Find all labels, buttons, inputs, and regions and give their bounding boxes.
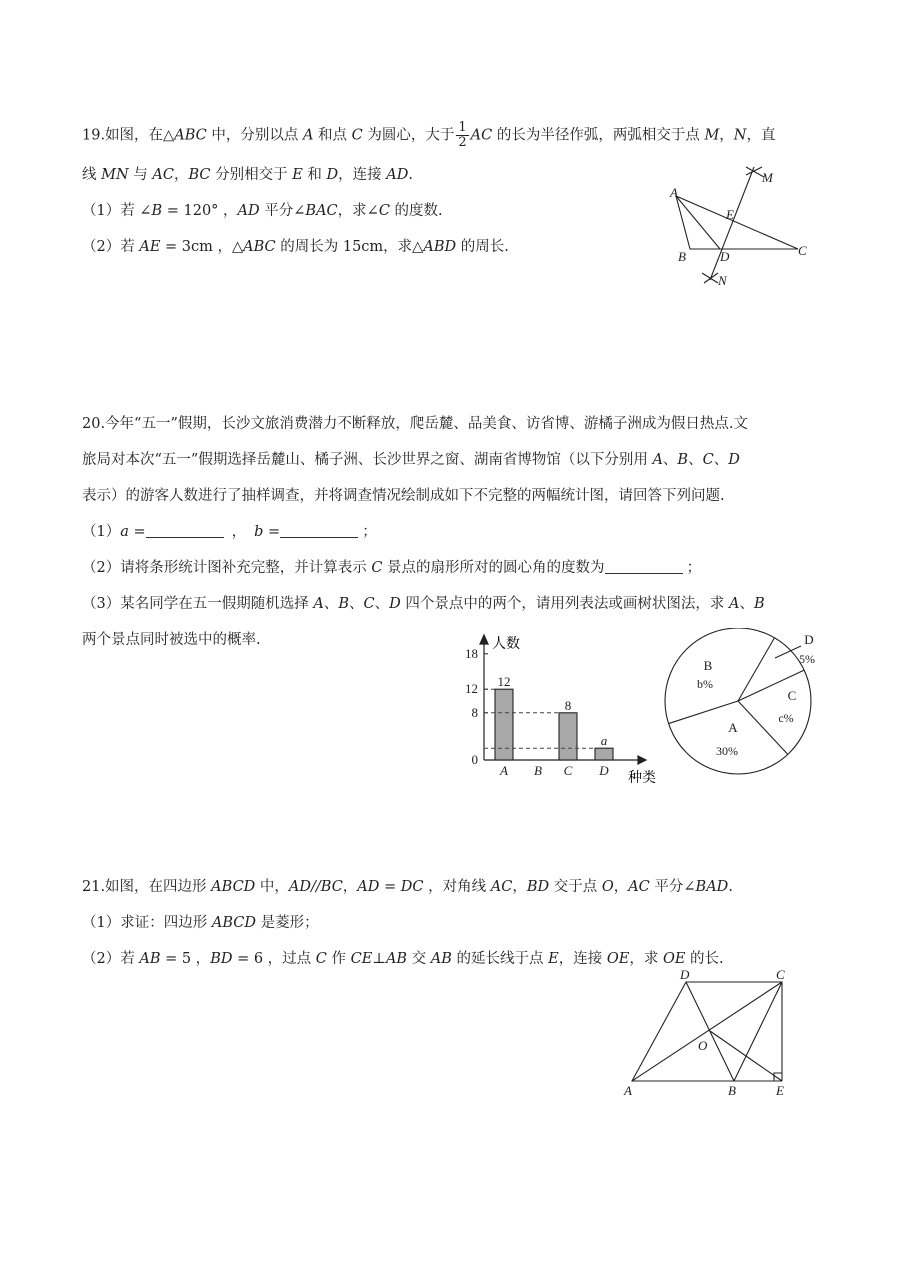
text: AB xyxy=(430,951,452,967)
text: 、 xyxy=(713,452,729,468)
q20-line-2 xyxy=(82,449,740,471)
point-label-a: A xyxy=(670,185,678,200)
text: 的长为半径作弧，两弧相交于点 xyxy=(492,127,705,144)
text: 表示）的游客人数进行了抽样调查，并将调查情况绘制成如下不完整的两幅统计图，请回答下列问题. xyxy=(82,488,725,504)
bar-data-label: 12 xyxy=(497,674,511,690)
x-axis-label: 种类 xyxy=(628,770,656,786)
text: ， xyxy=(173,167,189,183)
y-tick-label: 8 xyxy=(471,704,478,720)
q21-line-1 xyxy=(82,876,733,898)
point-label-d: D xyxy=(720,249,730,264)
pie-chart xyxy=(655,628,835,788)
q21-sub-1 xyxy=(82,912,319,934)
point-label-a: A xyxy=(624,1083,632,1098)
text: C xyxy=(702,452,714,468)
text: 交 xyxy=(407,951,431,967)
text: B xyxy=(338,596,349,612)
text: D xyxy=(728,452,740,468)
q19-sub-1 xyxy=(82,200,443,222)
point-label-n: N xyxy=(718,273,727,288)
y-tick-label: 0 xyxy=(471,752,478,767)
q20-line-4 xyxy=(82,629,261,651)
text: OE xyxy=(606,951,630,967)
text: 、 xyxy=(323,596,339,612)
text: 、 xyxy=(662,452,678,468)
text: D xyxy=(389,596,401,612)
text: BD xyxy=(526,879,550,895)
y-tick-label: 18 xyxy=(465,645,478,661)
text: ，求∠ xyxy=(337,203,379,219)
text: 的长. xyxy=(685,951,724,967)
text: （2）若 xyxy=(82,951,140,967)
text: AC xyxy=(470,127,493,144)
answer-blank-angle[interactable] xyxy=(605,559,683,574)
text: E xyxy=(548,951,559,967)
text: C xyxy=(378,203,390,219)
text: 的周长为 15cm，求△ xyxy=(275,239,424,255)
arc-mark-n xyxy=(702,273,718,283)
x-axis-arrow xyxy=(638,756,646,764)
text: = 120° ， xyxy=(162,203,238,219)
pie-slice-value: 5% xyxy=(799,652,815,666)
text: ，连接 xyxy=(338,167,387,183)
text: A xyxy=(728,596,740,612)
point-label-d: D xyxy=(680,968,690,982)
text: 线 xyxy=(82,167,102,183)
text: C xyxy=(363,596,375,612)
answer-blank-b[interactable] xyxy=(280,523,358,538)
text: 是菱形； xyxy=(255,915,319,931)
point-label-c: C xyxy=(776,968,785,982)
pie-slice-label: A xyxy=(728,720,738,735)
q19-sub-2 xyxy=(82,236,509,258)
text: CE xyxy=(350,951,373,967)
text: = xyxy=(263,524,281,540)
text: 平分∠ xyxy=(259,203,306,219)
text: DC xyxy=(400,879,424,895)
text: AC xyxy=(152,167,174,183)
text: A xyxy=(302,127,314,144)
answer-blank-a[interactable] xyxy=(146,523,224,538)
fraction-numerator: 1 xyxy=(458,120,467,135)
text: ， xyxy=(342,879,358,895)
text: A xyxy=(652,452,663,468)
text: C xyxy=(371,560,383,576)
pie-slice-label: D xyxy=(804,632,814,647)
text: 的延长线于点 xyxy=(451,951,549,967)
text: 、 xyxy=(739,596,754,612)
text: （2）若 xyxy=(82,239,140,255)
text: ， xyxy=(231,524,247,540)
point-label-e: E xyxy=(726,207,734,222)
text: 分别相交于 xyxy=(210,167,293,183)
bar-C xyxy=(559,713,577,760)
text: AC xyxy=(490,879,513,895)
text: C xyxy=(351,127,363,144)
text: O xyxy=(601,879,614,895)
x-tick-label: D xyxy=(599,763,609,778)
bar-D xyxy=(595,748,613,760)
text: 平分∠ xyxy=(649,879,696,895)
x-tick-label: A xyxy=(500,763,508,778)
q20-line-3 xyxy=(82,485,725,507)
q21-sub-2 xyxy=(82,948,724,970)
text: ； xyxy=(362,524,377,540)
text: ； xyxy=(686,560,702,576)
text: = 3cm ，△ xyxy=(160,239,244,255)
text: . xyxy=(408,167,413,183)
point-label-e: E xyxy=(776,1083,784,1098)
x-tick-label: C xyxy=(563,763,573,778)
text: N xyxy=(733,127,747,144)
text: 和 xyxy=(302,167,327,183)
text: 为圆心，大于 xyxy=(362,127,455,144)
text: E xyxy=(292,167,303,183)
text: B xyxy=(677,452,689,468)
text: B xyxy=(753,596,765,612)
point-label-b: B xyxy=(728,1083,736,1098)
text: ABC xyxy=(174,127,207,144)
text: OE xyxy=(662,951,686,967)
text: ，连接 xyxy=(558,951,607,967)
pie-slice-value: 30% xyxy=(716,744,738,758)
text: 21.如图，在四边形 xyxy=(82,879,212,895)
text: ABD xyxy=(423,239,457,255)
text: D xyxy=(326,167,339,183)
point-label-m: M xyxy=(762,170,773,185)
text: 与 xyxy=(128,167,153,183)
text: （1）若 ∠ xyxy=(82,203,152,219)
y-axis-label: 人数 xyxy=(492,636,520,652)
text: 19.如图，在△ xyxy=(82,127,175,144)
text: AD xyxy=(357,879,380,895)
q19-line-1 xyxy=(82,121,775,150)
text: . xyxy=(728,879,733,895)
y-axis-arrow xyxy=(480,635,488,644)
text: BAC xyxy=(305,203,338,219)
bar-data-label: a xyxy=(600,733,608,749)
pie-slice-label: B xyxy=(703,658,713,673)
q20-sub-2 xyxy=(82,557,701,579)
text: 和点 xyxy=(313,127,352,144)
y-tick-label: 12 xyxy=(465,681,478,697)
text: a xyxy=(120,524,129,540)
fraction-one-half xyxy=(456,121,468,150)
pie-slice-value: b% xyxy=(697,677,713,691)
text: AD//BC xyxy=(288,879,343,895)
text: C xyxy=(315,951,327,967)
diagonal-ac xyxy=(632,982,782,1081)
text: 景点的扇形所对的圆心角的度数为 xyxy=(382,560,605,576)
point-label-c: C xyxy=(798,243,807,258)
text: 四个景点中的两个，请用列表法或画树状图法，求 xyxy=(400,596,729,612)
text: AB xyxy=(139,951,161,967)
text: 交于点 xyxy=(549,879,602,895)
text: ABC xyxy=(243,239,276,255)
text: AB xyxy=(385,951,408,967)
x-tick-label: B xyxy=(534,763,542,778)
text: AE xyxy=(139,239,161,255)
q19-triangle-figure xyxy=(660,155,820,290)
text: （3）某名同学在五一假期随机选择 xyxy=(82,596,314,612)
text: ， xyxy=(613,879,629,895)
line-mn xyxy=(710,167,754,280)
q20-line-1 xyxy=(82,413,748,435)
text: = 5 ， xyxy=(160,951,211,967)
segment-oe xyxy=(710,1031,782,1081)
triangle-abc xyxy=(676,196,798,249)
q20-sub-1 xyxy=(82,521,377,543)
text: 的周长. xyxy=(456,239,509,255)
bar-A xyxy=(495,689,513,760)
q21-rhombus-figure xyxy=(618,968,803,1100)
text: 两个景点同时被选中的概率. xyxy=(82,632,261,648)
text: 、 xyxy=(374,596,390,612)
pie-slice-value: c% xyxy=(778,711,794,725)
text: （2）请将条形统计图补充完整，并计算表示 xyxy=(82,560,372,576)
text: MN xyxy=(101,167,129,183)
bar-chart xyxy=(448,632,670,792)
q20-sub-3 xyxy=(82,593,765,615)
text: BAD xyxy=(695,879,729,895)
text: = 6 ，过点 xyxy=(232,951,316,967)
text: ， xyxy=(512,879,527,895)
q19-line-2 xyxy=(82,164,413,186)
text: （1） xyxy=(82,524,121,540)
text: 20.今年“五一”假期，长沙文旅消费潜力不断释放，爬岳麓、品美食、访省博、游橘子洲成为假日热点.文 xyxy=(82,416,748,432)
text: b xyxy=(254,524,264,540)
text: ，对角线 xyxy=(423,879,491,895)
text: （1）求证：四边形 xyxy=(82,915,212,931)
text: ，求 xyxy=(629,951,663,967)
text: AD xyxy=(237,203,260,219)
text: BC xyxy=(188,167,211,183)
text: 、 xyxy=(688,452,703,468)
text: 旅局对本次“五一”假期选择岳麓山、橘子洲、长沙世界之窗、湖南省博物馆（以下分别用 xyxy=(82,452,653,468)
text: A xyxy=(313,596,324,612)
text: B xyxy=(151,203,163,219)
text: ⊥ xyxy=(372,951,386,967)
text: 的度数. xyxy=(389,203,443,219)
text: = xyxy=(379,879,401,895)
text: 中， xyxy=(255,879,289,895)
text: = xyxy=(128,524,146,540)
text: 、 xyxy=(348,596,364,612)
text: AD xyxy=(386,167,409,183)
point-label-b: B xyxy=(678,249,686,264)
fraction-denominator: 2 xyxy=(458,135,467,150)
text: M xyxy=(704,127,720,144)
text: BD xyxy=(210,951,233,967)
text: 中，分别以点 xyxy=(206,127,303,144)
text: ， xyxy=(719,127,734,144)
point-label-o: O xyxy=(698,1038,708,1053)
pie-slice-label: C xyxy=(787,688,797,703)
text: ，直 xyxy=(746,127,776,144)
text: 作 xyxy=(326,951,351,967)
bar-data-label: 8 xyxy=(564,697,572,713)
text: ABCD xyxy=(211,915,256,931)
text: ABCD xyxy=(211,879,256,895)
text: AC xyxy=(628,879,650,895)
